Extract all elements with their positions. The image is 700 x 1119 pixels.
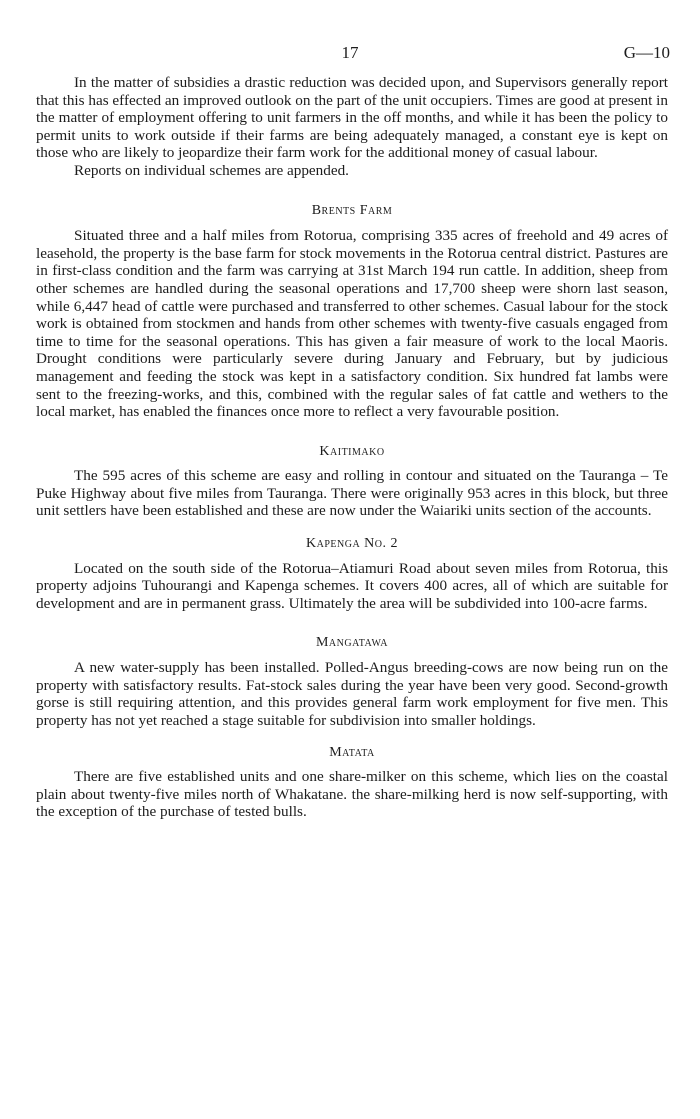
intro-paragraph: In the matter of subsidies a drastic reduction was decided upon, and Supervisors generally report that this has effected an improved outlook on the part of the unit occupiers. Times are good at present in the matter of employment offering to unit farmers in the off months, and while it has been the policy to permit units to work outside if their farms are being adequately managed, a constant eye is kept on those who are likely to jeopardize their farm work for the additional money of casual labour. <box>36 74 668 162</box>
section-heading-kaitimako: Kaitimako <box>319 443 385 459</box>
document-reference: G—10 <box>623 43 670 62</box>
section-text-matata: There are five established units and one share-milker on this scheme, which lies on the coastal plain about twenty-five miles north of Whakatane. the share-milking herd is now self-supporting, with the exception of the purchase of tested bulls. <box>36 768 668 821</box>
section-text-brents-farm: Situated three and a half miles from Rotorua, comprising 335 acres of freehold and 49 acres of leasehold, the property is the base farm for stock movements in the Rotorua central district. Pastures are in first-class condition and the farm was carrying at 31st March 194 run cattle. In addition, sheep from other schemes are handled during the seasonal operations and 17,700 sheep were shorn last season, while 6,447 head of cattle were purchased and transferred to other schemes. Casual labour for the stock work is obtained from stockmen and hands from other schemes with twenty-five casuals engaged from time to time for the seasonal operations. This has given a fair measure of work to the local Maoris. Drought conditions were particularly severe during January and February, but by judicious management and feeding the stock was kept in a satisfactory condition. Six hundred fat lambs were sent to the freezing-works, and this, combined with the regular sales of fat cattle and wethers to the local market, has enabled the finances once more to reflect a very favourable position. <box>36 227 668 421</box>
section-heading-mangatawa: Mangatawa <box>315 635 388 651</box>
intro-paragraph: Reports on individual schemes are appended. <box>74 161 349 179</box>
page-number: 17 <box>341 43 359 62</box>
section-text-mangatawa: A new water-supply has been installed. Polled-Angus breeding-cows are now being run on the property with satisfactory results. Fat-stock sales during the year have been very good. Second-growth gorse is still requiring attention, and this provides general farm work employment for five men. This property has not yet reached a stage suitable for subdivision into smaller holdings. <box>36 659 668 729</box>
document-body <box>36 74 668 821</box>
section-text-kaitimako: The 595 acres of this scheme are easy and rolling in contour and situated on the Tauranga – Te Puke Highway about five miles from Tauranga. There were originally 953 acres in this block, but three unit settlers have been established and these are now under the Waiariki units section of the accounts. <box>36 467 668 520</box>
section-heading-kapenga-no-2: Kapenga No. 2 <box>306 536 398 552</box>
section-text-kapenga-no-2: Located on the south side of the Rotorua–Atiamuri Road about seven miles from Rotorua, this property adjoins Tuhourangi and Kapenga schemes. It covers 400 acres, all of which are suitable for development and are in permanent grass. Ultimately the area will be subdivided into 100-acre farms. <box>36 559 668 612</box>
section-heading-matata: Matata <box>329 745 375 761</box>
section-heading-brents-farm: Brents Farm <box>311 202 393 218</box>
